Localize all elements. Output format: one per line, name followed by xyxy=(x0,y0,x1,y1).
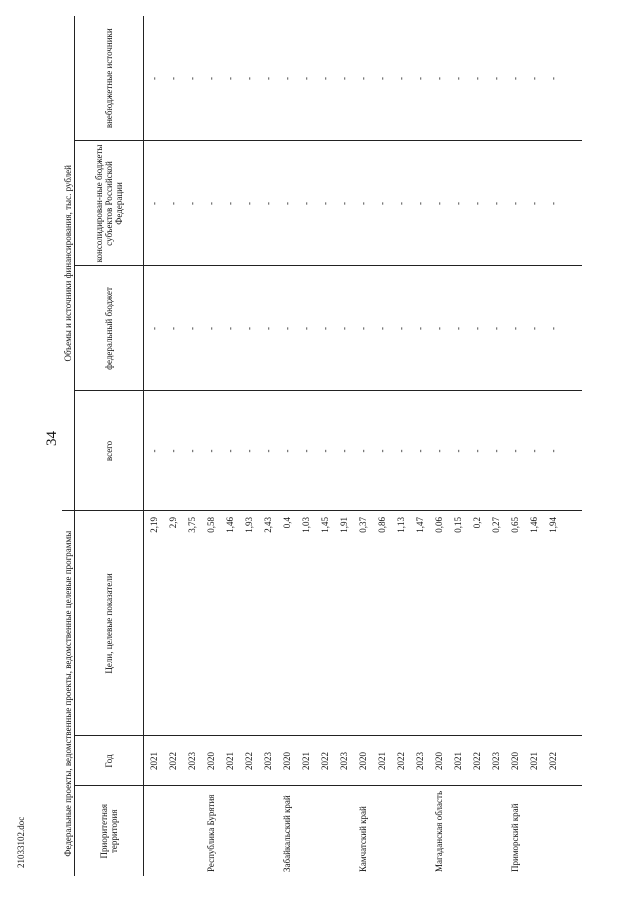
regional-cell: - xyxy=(167,201,178,205)
offbudget-cell: - xyxy=(395,76,406,80)
territory-cell xyxy=(258,786,277,876)
header-total: всего xyxy=(75,391,144,511)
offbudget-cell: - xyxy=(471,76,482,80)
goal-value-cell: 1,03 xyxy=(300,516,311,533)
federal-cell: - xyxy=(224,326,235,330)
total-cell: - xyxy=(490,449,501,453)
table-row xyxy=(296,16,315,876)
goal-value-cell: 1,91 xyxy=(338,516,349,533)
goal-value-cell: 0,65 xyxy=(509,516,520,533)
federal-cell: - xyxy=(338,326,349,330)
territory-cell xyxy=(334,786,353,876)
goal-value-cell: 0,27 xyxy=(490,516,501,533)
regional-cell: - xyxy=(376,201,387,205)
regional-cell: - xyxy=(471,201,482,205)
total-cell: - xyxy=(357,449,368,453)
year-cell: 2021 xyxy=(528,752,539,770)
regional-cell: - xyxy=(262,201,273,205)
territory-cell xyxy=(296,786,315,876)
regional-cell: - xyxy=(357,201,368,205)
year-cell: 2022 xyxy=(243,752,254,770)
table-row xyxy=(201,16,220,876)
territory-cell xyxy=(163,786,182,876)
table-row xyxy=(220,16,239,876)
table-row xyxy=(144,16,164,876)
table-row xyxy=(277,16,296,876)
year-cell: 2020 xyxy=(357,752,368,770)
territory-cell xyxy=(182,786,201,876)
funding-table xyxy=(62,16,562,876)
goal-value-cell: 1,46 xyxy=(528,516,539,533)
year-cell: 2022 xyxy=(319,752,330,770)
total-cell: - xyxy=(186,449,197,453)
total-cell: - xyxy=(528,449,539,453)
total-cell: - xyxy=(167,449,178,453)
territory-cell: Камчатский край xyxy=(357,806,368,872)
offbudget-cell: - xyxy=(509,76,520,80)
total-cell: - xyxy=(547,449,558,453)
total-cell: - xyxy=(376,449,387,453)
total-cell: - xyxy=(319,449,330,453)
table-row xyxy=(391,16,410,876)
territory-cell xyxy=(372,786,391,876)
header-funding-group: Объемы и источники финансирования, тыс. рублей xyxy=(62,16,75,511)
total-cell: - xyxy=(262,449,273,453)
federal-cell: - xyxy=(509,326,520,330)
goal-value-cell: 3,75 xyxy=(186,516,197,533)
goal-value-cell: 1,45 xyxy=(319,516,330,533)
federal-cell: - xyxy=(547,326,558,330)
total-cell: - xyxy=(414,449,425,453)
year-cell: 2023 xyxy=(414,752,425,770)
federal-cell: - xyxy=(452,326,463,330)
year-cell: 2020 xyxy=(509,752,520,770)
offbudget-cell: - xyxy=(205,76,216,80)
federal-cell: - xyxy=(167,326,178,330)
table-row xyxy=(258,16,277,876)
territory-cell: Забайкальский край xyxy=(281,795,292,872)
offbudget-cell: - xyxy=(167,76,178,80)
federal-cell: - xyxy=(186,326,197,330)
year-cell: 2023 xyxy=(338,752,349,770)
year-cell: 2021 xyxy=(300,752,311,770)
federal-cell: - xyxy=(319,326,330,330)
goal-value-cell: 1,47 xyxy=(414,516,425,533)
regional-cell: - xyxy=(452,201,463,205)
total-cell: - xyxy=(395,449,406,453)
regional-cell: - xyxy=(148,201,159,205)
regional-cell: - xyxy=(224,201,235,205)
territory-cell xyxy=(486,786,505,876)
table-row xyxy=(372,16,391,876)
federal-cell: - xyxy=(376,326,387,330)
year-cell: 2020 xyxy=(433,752,444,770)
offbudget-cell: - xyxy=(490,76,501,80)
total-cell: - xyxy=(148,449,159,453)
regional-cell: - xyxy=(395,201,406,205)
header-regional: консолидирован-ные бюджеты субъектов Российской Федерации xyxy=(75,141,144,266)
regional-cell: - xyxy=(319,201,330,205)
regional-cell: - xyxy=(528,201,539,205)
federal-cell: - xyxy=(414,326,425,330)
territory-cell: Магаданская область xyxy=(433,790,444,872)
total-cell: - xyxy=(433,449,444,453)
offbudget-cell: - xyxy=(357,76,368,80)
page-number: 34 xyxy=(44,431,60,446)
table-row xyxy=(163,16,182,876)
territory-cell xyxy=(467,786,486,876)
territory-cell xyxy=(448,786,467,876)
federal-cell: - xyxy=(243,326,254,330)
offbudget-cell: - xyxy=(148,76,159,80)
regional-cell: - xyxy=(243,201,254,205)
year-cell: 2020 xyxy=(281,752,292,770)
federal-cell: - xyxy=(281,326,292,330)
goal-value-cell: 2,9 xyxy=(167,516,178,529)
offbudget-cell: - xyxy=(300,76,311,80)
territory-cell xyxy=(543,786,562,876)
offbudget-cell: - xyxy=(319,76,330,80)
regional-cell: - xyxy=(205,201,216,205)
territory-cell: Республика Бурятия xyxy=(205,794,216,872)
federal-cell: - xyxy=(471,326,482,330)
regional-cell: - xyxy=(300,201,311,205)
regional-cell: - xyxy=(186,201,197,205)
goal-value-cell: 2,43 xyxy=(262,516,273,533)
table-row xyxy=(239,16,258,876)
territory-cell xyxy=(410,786,429,876)
table-row xyxy=(353,16,372,876)
table-row xyxy=(543,16,562,876)
goal-value-cell: 0,4 xyxy=(281,516,292,529)
offbudget-cell: - xyxy=(376,76,387,80)
total-cell: - xyxy=(452,449,463,453)
header-projects-group: Федеральные проекты, ведомственные проекты, ведомственные целевые программы xyxy=(62,511,75,876)
total-cell: - xyxy=(338,449,349,453)
offbudget-cell: - xyxy=(414,76,425,80)
territory-cell xyxy=(315,786,334,876)
offbudget-cell: - xyxy=(433,76,444,80)
year-cell: 2023 xyxy=(262,752,273,770)
year-cell: 2023 xyxy=(186,752,197,770)
total-cell: - xyxy=(300,449,311,453)
regional-cell: - xyxy=(338,201,349,205)
year-cell: 2021 xyxy=(148,752,159,770)
federal-cell: - xyxy=(433,326,444,330)
year-cell: 2022 xyxy=(167,752,178,770)
offbudget-cell: - xyxy=(547,76,558,80)
year-cell: 2021 xyxy=(224,752,235,770)
goal-value-cell: 1,94 xyxy=(547,516,558,533)
rotated-table-container xyxy=(62,16,582,876)
offbudget-cell: - xyxy=(186,76,197,80)
territory-cell: Приморский край xyxy=(509,803,520,872)
regional-cell: - xyxy=(490,201,501,205)
table-row xyxy=(505,16,524,876)
offbudget-cell: - xyxy=(528,76,539,80)
year-cell: 2023 xyxy=(490,752,501,770)
total-cell: - xyxy=(509,449,520,453)
total-cell: - xyxy=(205,449,216,453)
table-row xyxy=(429,16,448,876)
goal-value-cell: 0,58 xyxy=(205,516,216,533)
territory-cell xyxy=(144,786,164,876)
total-cell: - xyxy=(224,449,235,453)
table-row xyxy=(448,16,467,876)
header-federal: федеральный бюджет xyxy=(75,266,144,391)
territory-cell xyxy=(239,786,258,876)
regional-cell: - xyxy=(433,201,444,205)
offbudget-cell: - xyxy=(452,76,463,80)
goal-value-cell: 0,06 xyxy=(433,516,444,533)
total-cell: - xyxy=(281,449,292,453)
federal-cell: - xyxy=(357,326,368,330)
year-cell: 2022 xyxy=(471,752,482,770)
table-row xyxy=(182,16,201,876)
federal-cell: - xyxy=(205,326,216,330)
goal-value-cell: 1,13 xyxy=(395,516,406,533)
goal-value-cell: 0,15 xyxy=(452,516,463,533)
federal-cell: - xyxy=(148,326,159,330)
header-offbudget: внебюджетные источники xyxy=(75,16,144,141)
footer-filename: 21033102.doc xyxy=(16,816,26,868)
goal-value-cell: 2,19 xyxy=(148,516,159,533)
offbudget-cell: - xyxy=(224,76,235,80)
total-cell: - xyxy=(471,449,482,453)
goal-value-cell: 1,46 xyxy=(224,516,235,533)
regional-cell: - xyxy=(414,201,425,205)
header-goals: Цели, целевые показатели xyxy=(75,511,144,736)
table-row xyxy=(315,16,334,876)
total-cell: - xyxy=(243,449,254,453)
table-row xyxy=(410,16,429,876)
table-body xyxy=(144,16,563,876)
table-row xyxy=(467,16,486,876)
federal-cell: - xyxy=(395,326,406,330)
federal-cell: - xyxy=(528,326,539,330)
table-row xyxy=(486,16,505,876)
goal-value-cell: 0,86 xyxy=(376,516,387,533)
year-cell: 2022 xyxy=(395,752,406,770)
territory-cell xyxy=(524,786,543,876)
regional-cell: - xyxy=(547,201,558,205)
regional-cell: - xyxy=(281,201,292,205)
goal-value-cell: 0,2 xyxy=(471,516,482,529)
year-cell: 2020 xyxy=(205,752,216,770)
table-row xyxy=(524,16,543,876)
regional-cell: - xyxy=(509,201,520,205)
goal-value-cell: 0,37 xyxy=(357,516,368,533)
year-cell: 2021 xyxy=(376,752,387,770)
table-row xyxy=(334,16,353,876)
offbudget-cell: - xyxy=(243,76,254,80)
goal-value-cell: 1,93 xyxy=(243,516,254,533)
offbudget-cell: - xyxy=(338,76,349,80)
offbudget-cell: - xyxy=(262,76,273,80)
year-cell: 2022 xyxy=(547,752,558,770)
federal-cell: - xyxy=(300,326,311,330)
header-year: Год xyxy=(75,736,144,786)
year-cell: 2021 xyxy=(452,752,463,770)
federal-cell: - xyxy=(490,326,501,330)
federal-cell: - xyxy=(262,326,273,330)
territory-cell xyxy=(220,786,239,876)
territory-cell xyxy=(391,786,410,876)
header-territory: Приоритетная территория xyxy=(75,786,144,876)
offbudget-cell: - xyxy=(281,76,292,80)
